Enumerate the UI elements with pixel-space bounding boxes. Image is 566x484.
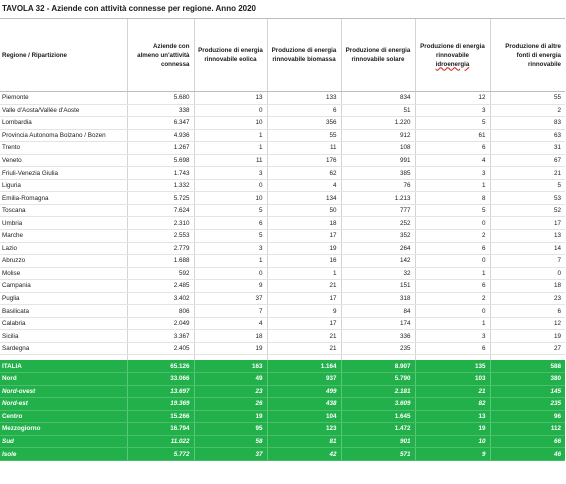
table-row — [0, 179, 565, 192]
cell-value: 5.790 — [341, 373, 415, 386]
row-label: Toscana — [0, 204, 127, 217]
cell-value: 1.213 — [341, 192, 415, 205]
table-row — [0, 292, 565, 305]
row-label: Basilicata — [0, 305, 127, 318]
cell-value: 6 — [490, 305, 565, 318]
cell-value: 50 — [267, 204, 341, 217]
cell-value: 10 — [194, 192, 267, 205]
cell-value: 61 — [415, 129, 490, 142]
cell-value: 58 — [194, 435, 267, 448]
aggregate-row — [0, 398, 565, 411]
cell-value: 19 — [194, 342, 267, 355]
table-body — [0, 92, 565, 461]
cell-value: 235 — [341, 342, 415, 355]
table-row — [0, 154, 565, 167]
cell-value: 1 — [415, 267, 490, 280]
cell-value: 21 — [267, 342, 341, 355]
cell-value: 21 — [267, 330, 341, 343]
cell-value: 5 — [415, 117, 490, 130]
cell-value: 151 — [341, 280, 415, 293]
cell-value: 16.794 — [127, 423, 194, 436]
cell-value: 13 — [194, 92, 267, 105]
table-title: TAVOLA 32 - Aziende con attività connesse per regione. Anno 2020 — [2, 4, 256, 13]
cell-value: 5.725 — [127, 192, 194, 205]
row-label: Umbria — [0, 217, 127, 230]
header-aziende: Aziende con almeno un'attività connessa — [127, 19, 194, 92]
row-label: Emilia-Romagna — [0, 192, 127, 205]
cell-value: 0 — [415, 255, 490, 268]
row-label: Marche — [0, 230, 127, 243]
row-label: Provincia Autonoma Bolzano / Bozen — [0, 129, 127, 142]
cell-value: 16 — [267, 255, 341, 268]
cell-value: 0 — [194, 179, 267, 192]
cell-value: 0 — [194, 267, 267, 280]
cell-value: 21 — [267, 280, 341, 293]
cell-value: 19 — [267, 242, 341, 255]
cell-value: 0 — [490, 267, 565, 280]
cell-value: 4 — [267, 179, 341, 192]
cell-value: 4.936 — [127, 129, 194, 142]
cell-value: 76 — [341, 179, 415, 192]
cell-value: 5 — [490, 179, 565, 192]
row-label: Lazio — [0, 242, 127, 255]
row-label: Friuli-Venezia Giulia — [0, 167, 127, 180]
cell-value: 6 — [415, 242, 490, 255]
header-idroenergia-word: idroenergia — [435, 60, 470, 68]
cell-value: 1 — [194, 142, 267, 155]
cell-value: 21 — [490, 167, 565, 180]
cell-value: 1.645 — [341, 410, 415, 423]
cell-value: 1.472 — [341, 423, 415, 436]
cell-value: 46 — [490, 448, 565, 461]
row-label: Nord — [0, 373, 127, 386]
aggregate-row — [0, 423, 565, 436]
cell-value: 176 — [267, 154, 341, 167]
cell-value: 0 — [415, 305, 490, 318]
data-table — [0, 18, 565, 461]
table-row — [0, 305, 565, 318]
aggregate-row — [0, 435, 565, 448]
header-solare: Produzione di energia rinnovabile solare — [341, 19, 415, 92]
row-label: Sud — [0, 435, 127, 448]
cell-value: 0 — [194, 104, 267, 117]
row-label: Abruzzo — [0, 255, 127, 268]
cell-value: 1.332 — [127, 179, 194, 192]
cell-value: 5 — [194, 230, 267, 243]
cell-value: 174 — [341, 317, 415, 330]
cell-value: 6 — [267, 104, 341, 117]
table-row — [0, 92, 565, 105]
cell-value: 112 — [490, 423, 565, 436]
row-label: Puglia — [0, 292, 127, 305]
cell-value: 1 — [194, 255, 267, 268]
cell-value: 834 — [341, 92, 415, 105]
cell-value: 51 — [341, 104, 415, 117]
cell-value: 17 — [267, 230, 341, 243]
cell-value: 19.369 — [127, 398, 194, 411]
cell-value: 3.367 — [127, 330, 194, 343]
cell-value: 62 — [267, 167, 341, 180]
cell-value: 26 — [194, 398, 267, 411]
cell-value: 352 — [341, 230, 415, 243]
cell-value: 438 — [267, 398, 341, 411]
cell-value: 135 — [415, 360, 490, 372]
aggregate-row — [0, 360, 565, 372]
header-idroenergia — [415, 19, 490, 92]
cell-value: 1 — [267, 267, 341, 280]
cell-value: 55 — [490, 92, 565, 105]
row-label: Isole — [0, 448, 127, 461]
cell-value: 12 — [415, 92, 490, 105]
cell-value: 264 — [341, 242, 415, 255]
cell-value: 2 — [490, 104, 565, 117]
cell-value: 13.697 — [127, 385, 194, 398]
header-region: Regione / Ripartizione — [0, 19, 127, 92]
header-eolica: Produzione di energia rinnovabile eolica — [194, 19, 267, 92]
cell-value: 145 — [490, 385, 565, 398]
cell-value: 4 — [415, 154, 490, 167]
aggregate-row — [0, 385, 565, 398]
cell-value: 2.405 — [127, 342, 194, 355]
header-altre-fonti: Produzione di altre fonti di energia rinnovabile — [490, 19, 565, 92]
aggregate-row — [0, 448, 565, 461]
cell-value: 32 — [341, 267, 415, 280]
cell-value: 901 — [341, 435, 415, 448]
cell-value: 356 — [267, 117, 341, 130]
cell-value: 134 — [267, 192, 341, 205]
cell-value: 3 — [415, 104, 490, 117]
table-row — [0, 230, 565, 243]
row-label: Liguria — [0, 179, 127, 192]
cell-value: 2.485 — [127, 280, 194, 293]
header-idroenergia-label: Produzione di energia rinnovabile — [420, 42, 485, 59]
table-row — [0, 280, 565, 293]
row-label: Molise — [0, 267, 127, 280]
cell-value: 19 — [194, 410, 267, 423]
cell-value: 96 — [490, 410, 565, 423]
cell-value: 17 — [490, 217, 565, 230]
cell-value: 6 — [415, 280, 490, 293]
cell-value: 42 — [267, 448, 341, 461]
cell-value: 3.609 — [341, 398, 415, 411]
cell-value: 1.688 — [127, 255, 194, 268]
cell-value: 1 — [415, 179, 490, 192]
cell-value: 592 — [127, 267, 194, 280]
cell-value: 6 — [194, 217, 267, 230]
cell-value: 5 — [194, 204, 267, 217]
cell-value: 1.743 — [127, 167, 194, 180]
cell-value: 7 — [490, 255, 565, 268]
row-label: Trento — [0, 142, 127, 155]
header-biomassa: Produzione di energia rinnovabile biomassa — [267, 19, 341, 92]
cell-value: 7.624 — [127, 204, 194, 217]
cell-value: 991 — [341, 154, 415, 167]
cell-value: 52 — [490, 204, 565, 217]
cell-value: 53 — [490, 192, 565, 205]
row-label: Piemonte — [0, 92, 127, 105]
table-row — [0, 242, 565, 255]
cell-value: 1.267 — [127, 142, 194, 155]
table-row — [0, 317, 565, 330]
cell-value: 104 — [267, 410, 341, 423]
cell-value: 3 — [415, 330, 490, 343]
cell-value: 2 — [415, 230, 490, 243]
table-row — [0, 104, 565, 117]
cell-value: 18 — [194, 330, 267, 343]
cell-value: 6 — [415, 142, 490, 155]
cell-value: 3 — [415, 167, 490, 180]
cell-value: 7 — [194, 305, 267, 318]
cell-value: 37 — [194, 292, 267, 305]
cell-value: 17 — [267, 292, 341, 305]
cell-value: 235 — [490, 398, 565, 411]
cell-value: 806 — [127, 305, 194, 318]
cell-value: 2.553 — [127, 230, 194, 243]
cell-value: 23 — [490, 292, 565, 305]
row-label: Mezzogiorno — [0, 423, 127, 436]
cell-value: 5.698 — [127, 154, 194, 167]
cell-value: 380 — [490, 373, 565, 386]
cell-value: 385 — [341, 167, 415, 180]
table-row — [0, 255, 565, 268]
cell-value: 11.022 — [127, 435, 194, 448]
cell-value: 21 — [415, 385, 490, 398]
cell-value: 912 — [341, 129, 415, 142]
cell-value: 18 — [490, 280, 565, 293]
cell-value: 81 — [267, 435, 341, 448]
cell-value: 1 — [415, 317, 490, 330]
cell-value: 108 — [341, 142, 415, 155]
cell-value: 13 — [415, 410, 490, 423]
cell-value: 571 — [341, 448, 415, 461]
table-row — [0, 192, 565, 205]
cell-value: 5 — [415, 204, 490, 217]
row-label: Nord-est — [0, 398, 127, 411]
cell-value: 777 — [341, 204, 415, 217]
cell-value: 14 — [490, 242, 565, 255]
cell-value: 142 — [341, 255, 415, 268]
cell-value: 49 — [194, 373, 267, 386]
cell-value: 336 — [341, 330, 415, 343]
table-row — [0, 217, 565, 230]
cell-value: 10 — [194, 117, 267, 130]
cell-value: 9 — [194, 280, 267, 293]
cell-value: 19 — [415, 423, 490, 436]
cell-value: 19 — [490, 330, 565, 343]
header-row — [0, 19, 565, 92]
cell-value: 33.066 — [127, 373, 194, 386]
row-label: Calabria — [0, 317, 127, 330]
table-row — [0, 117, 565, 130]
cell-value: 10 — [415, 435, 490, 448]
cell-value: 11 — [194, 154, 267, 167]
cell-value: 23 — [194, 385, 267, 398]
cell-value: 6.347 — [127, 117, 194, 130]
cell-value: 133 — [267, 92, 341, 105]
cell-value: 9 — [415, 448, 490, 461]
aggregate-row — [0, 410, 565, 423]
cell-value: 499 — [267, 385, 341, 398]
cell-value: 8 — [415, 192, 490, 205]
cell-value: 18 — [267, 217, 341, 230]
cell-value: 5.680 — [127, 92, 194, 105]
table-row — [0, 129, 565, 142]
row-label: Sardegna — [0, 342, 127, 355]
row-label: Veneto — [0, 154, 127, 167]
table-row — [0, 267, 565, 280]
table-row — [0, 330, 565, 343]
cell-value: 66 — [490, 435, 565, 448]
table-row — [0, 142, 565, 155]
cell-value: 318 — [341, 292, 415, 305]
row-label: Campania — [0, 280, 127, 293]
row-label: ITALIA — [0, 360, 127, 372]
row-label: Nord-ovest — [0, 385, 127, 398]
cell-value: 2.049 — [127, 317, 194, 330]
cell-value: 31 — [490, 142, 565, 155]
aggregate-row — [0, 373, 565, 386]
cell-value: 0 — [415, 217, 490, 230]
cell-value: 13 — [490, 230, 565, 243]
cell-value: 63 — [490, 129, 565, 142]
cell-value: 67 — [490, 154, 565, 167]
cell-value: 1 — [194, 129, 267, 142]
cell-value: 1.220 — [341, 117, 415, 130]
table-row — [0, 204, 565, 217]
cell-value: 9 — [267, 305, 341, 318]
cell-value: 588 — [490, 360, 565, 372]
cell-value: 2.779 — [127, 242, 194, 255]
cell-value: 3 — [194, 242, 267, 255]
cell-value: 338 — [127, 104, 194, 117]
cell-value: 252 — [341, 217, 415, 230]
row-label: Sicilia — [0, 330, 127, 343]
cell-value: 82 — [415, 398, 490, 411]
cell-value: 103 — [415, 373, 490, 386]
cell-value: 5.772 — [127, 448, 194, 461]
cell-value: 15.266 — [127, 410, 194, 423]
cell-value: 3 — [194, 167, 267, 180]
cell-value: 55 — [267, 129, 341, 142]
cell-value: 12 — [490, 317, 565, 330]
table-row — [0, 342, 565, 355]
cell-value: 2 — [415, 292, 490, 305]
cell-value: 83 — [490, 117, 565, 130]
cell-value: 2.310 — [127, 217, 194, 230]
cell-value: 84 — [341, 305, 415, 318]
cell-value: 1.164 — [267, 360, 341, 372]
cell-value: 11 — [267, 142, 341, 155]
cell-value: 4 — [194, 317, 267, 330]
cell-value: 6 — [415, 342, 490, 355]
cell-value: 17 — [267, 317, 341, 330]
cell-value: 123 — [267, 423, 341, 436]
cell-value: 937 — [267, 373, 341, 386]
row-label: Lombardia — [0, 117, 127, 130]
row-label: Valle d'Aosta/Vallée d'Aoste — [0, 104, 127, 117]
cell-value: 3.402 — [127, 292, 194, 305]
table-row — [0, 167, 565, 180]
cell-value: 27 — [490, 342, 565, 355]
cell-value: 163 — [194, 360, 267, 372]
cell-value: 95 — [194, 423, 267, 436]
row-label: Centro — [0, 410, 127, 423]
cell-value: 37 — [194, 448, 267, 461]
cell-value: 65.126 — [127, 360, 194, 372]
cell-value: 8.907 — [341, 360, 415, 372]
cell-value: 2.181 — [341, 385, 415, 398]
